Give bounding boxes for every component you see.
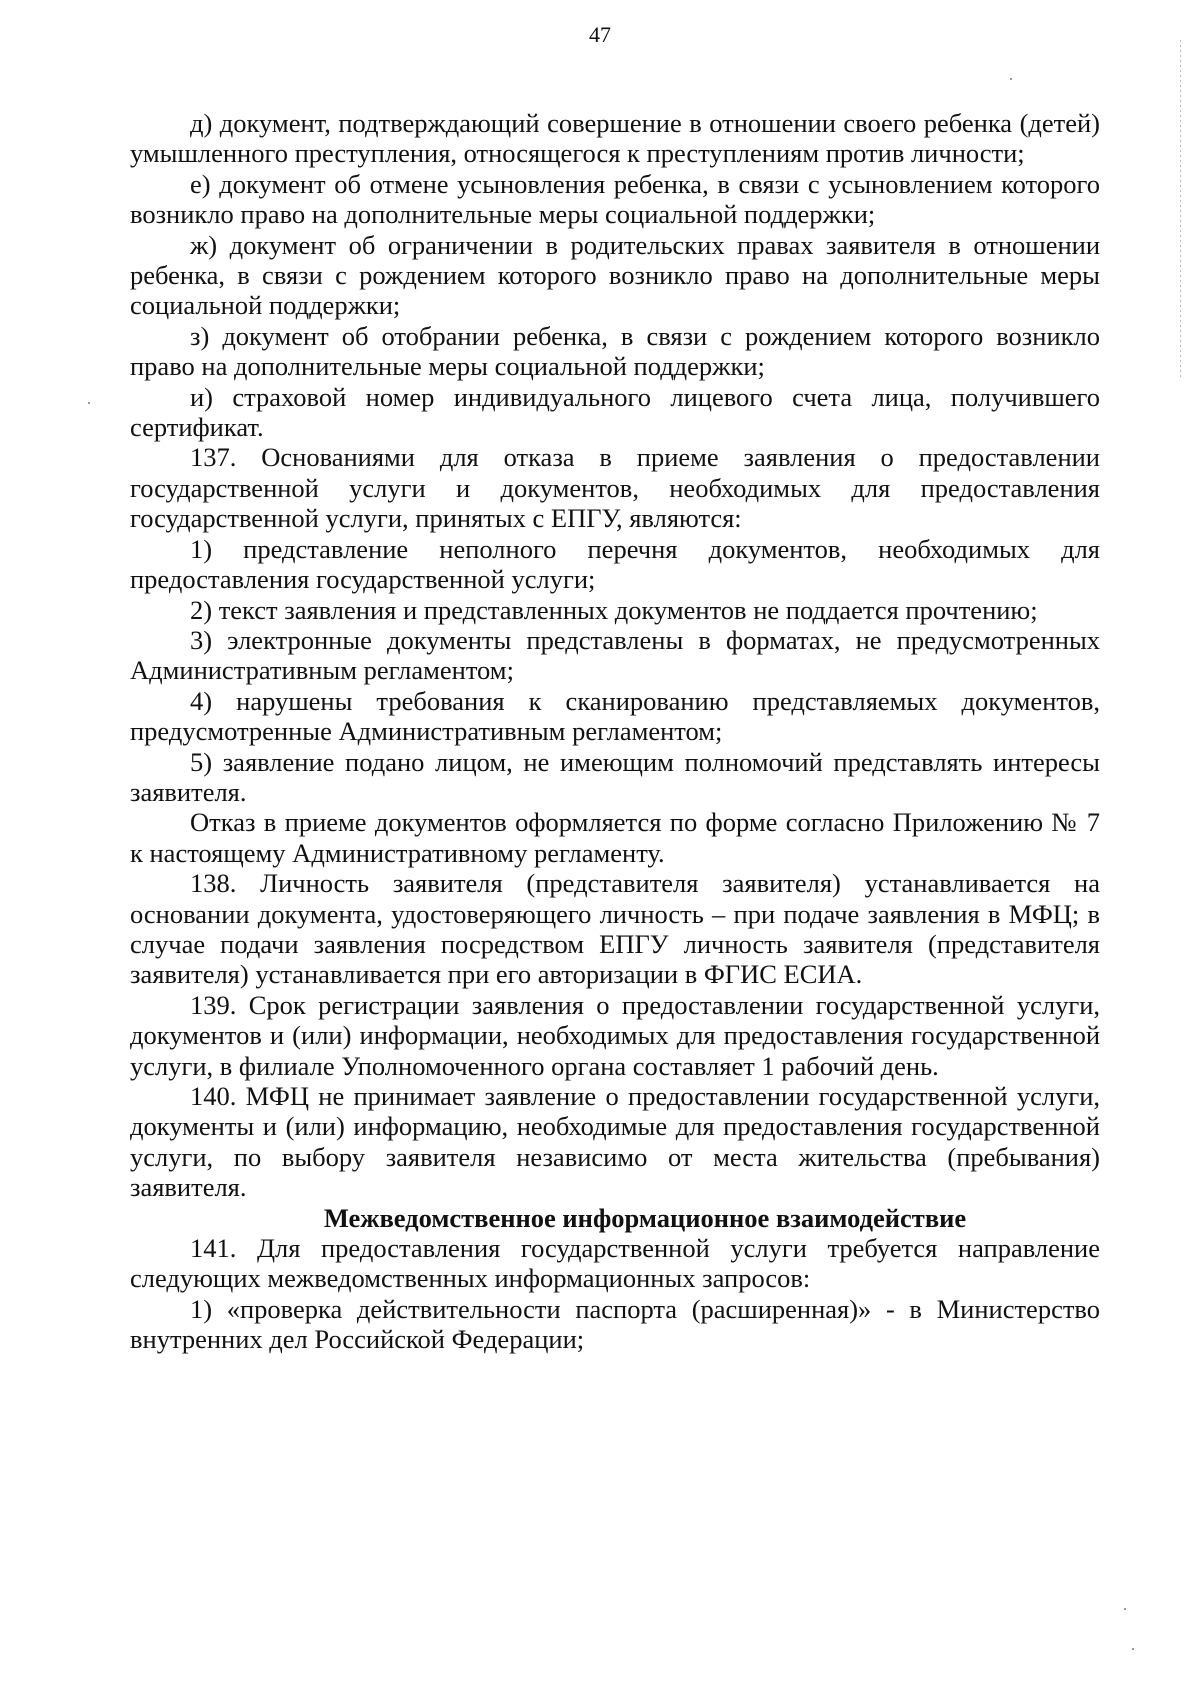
- paragraph-137-item-4: 4) нарушены требования к сканированию представляемых документов, предусмотренные Административным регламентом;: [130, 685, 1100, 747]
- paragraph-zh: ж) документ об ограничении в родительских правах заявителя в отношении ребенка, в связи с рождением которого возникло право на дополнительные меры социальной поддержки;: [130, 229, 1100, 321]
- scan-artifact-dot: [1132, 1648, 1134, 1650]
- paragraph-138: 138. Личность заявителя (представителя заявителя) устанавливается на основании документа, удостоверяющего личность – при подаче заявления в МФЦ; в случае подачи заявления посредством ЕПГУ личность заявителя (представителя заявителя) устанавливается при его авторизации в ФГИС ЕСИА.: [130, 868, 1100, 990]
- paragraph-z: з) документ об отобрании ребенка, в связи с рождением которого возникло право на дополнительные меры социальной поддержки;: [130, 320, 1100, 382]
- scan-artifact-dot: [88, 402, 90, 404]
- paragraph-141: 141. Для предоставления государственной услуги требуется направление следующих межведомственных информационных запросов:: [130, 1233, 1100, 1294]
- paragraph-137-item-3: 3) электронные документы представлены в форматах, не предусмотренных Административным регламентом;: [130, 624, 1100, 686]
- scan-artifact-dot: [1124, 1608, 1126, 1610]
- scan-artifact-line: [1180, 40, 1181, 380]
- scan-artifact-dot: [1010, 78, 1012, 80]
- paragraph-140: 140. МФЦ не принимает заявление о предоставлении государственной услуги, документы и (или) информацию, необходимые для предоставления государственной услуги, по выбору заявителя независимо от места жительства (пребывания) заявителя.: [130, 1081, 1100, 1203]
- paragraph-137-item-5: 5) заявление подано лицом, не имеющим полномочий представлять интересы заявителя.: [130, 746, 1100, 807]
- paragraph-137-item-2: 2) текст заявления и представленных документов не поддается прочтению;: [190, 594, 1038, 625]
- paragraph-137: 137. Основаниями для отказа в приеме заявления о предоставлении государственной услуги и документов, необходимых для предоставления государственной услуги, принятых с ЕПГУ, являются:: [130, 442, 1100, 534]
- page-number: 47: [589, 22, 611, 47]
- paragraph-d: д) документ, подтверждающий совершение в отношении своего ребенка (детей) умышленного преступления, относящегося к преступлениям против личности;: [130, 108, 1100, 169]
- paragraph-e: е) документ об отмене усыновления ребенка, в связи с усыновлением которого возникло право на дополнительные меры социальной поддержки;: [130, 168, 1100, 230]
- paragraph-141-item-1: 1) «проверка действительности паспорта (расширенная)» - в Министерство внутренних дел Российской Федерации;: [130, 1293, 1100, 1355]
- paragraph-137-item-1: 1) представление неполного перечня документов, необходимых для предоставления государственной услуги;: [130, 533, 1100, 595]
- document-body: [130, 108, 1100, 1355]
- paragraph-139: 139. Срок регистрации заявления о предоставлении государственной услуги, документов и (или) информации, необходимых для предоставления государственной услуги, в филиале Уполномоченного органа составляет 1 рабочий день.: [130, 989, 1100, 1081]
- paragraph-i: и) страховой номер индивидуального лицевого счета лица, получившего сертификат.: [130, 381, 1100, 443]
- section-heading: Межведомственное информационное взаимодействие: [323, 1202, 967, 1233]
- paragraph-refusal-form: Отказ в приеме документов оформляется по форме согласно Приложению № 7 к настоящему Административному регламенту.: [130, 807, 1100, 868]
